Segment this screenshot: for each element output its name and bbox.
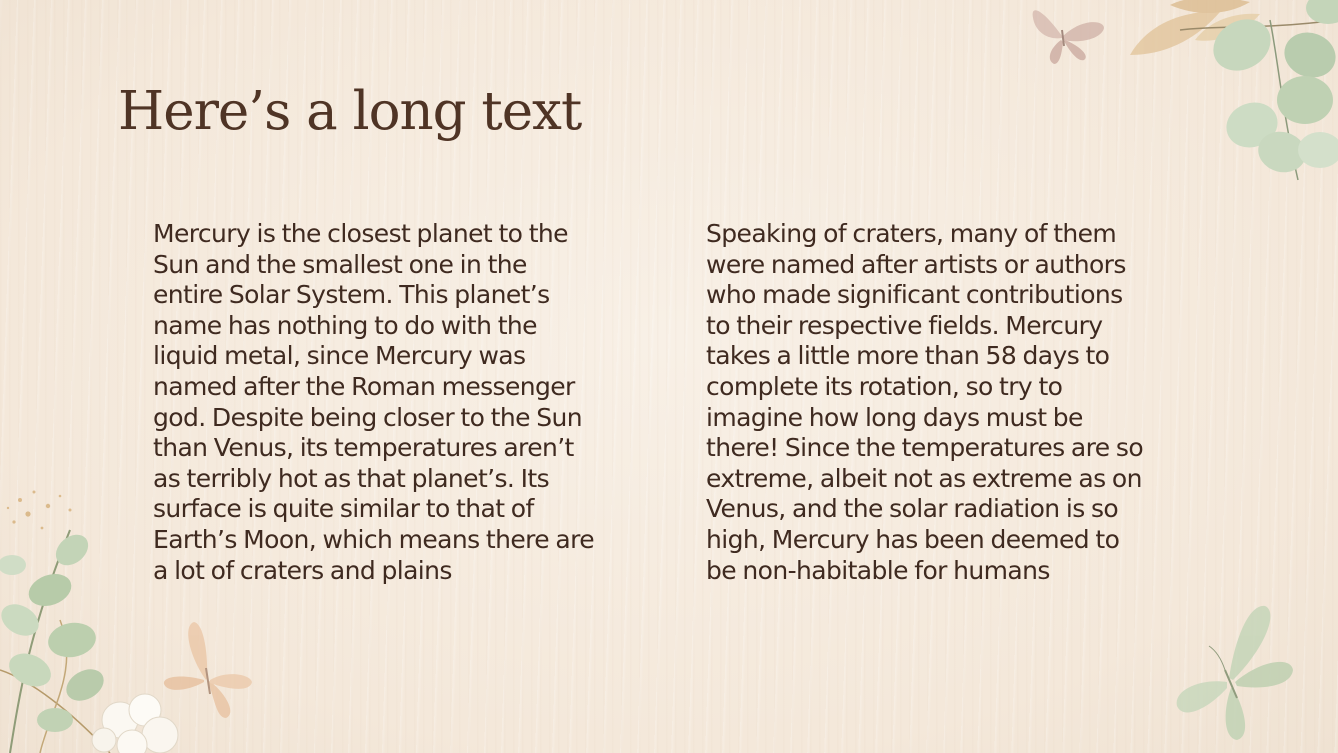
left-text-line: a lot of craters and plains — [153, 555, 452, 585]
peach-butterfly-icon — [160, 618, 260, 728]
left-text-line: surface is quite similar to that of — [153, 494, 534, 524]
right-text-line: imagine how long days must be — [706, 402, 1083, 432]
left-text-line: than Venus, its temperatures aren’t — [153, 433, 574, 463]
left-text-line: as terribly hot as that planet’s. Its — [153, 463, 550, 493]
slide-title: Here’s a long text — [118, 81, 582, 142]
right-text-line: Venus, and the solar radiation is so — [706, 494, 1119, 524]
right-text-line: were named after artists or authors — [706, 249, 1126, 279]
right-text-line: extreme, albeit not as extreme as on — [706, 463, 1142, 493]
left-text-line: name has nothing to do with the — [153, 310, 537, 340]
right-text-line: takes a little more than 58 days to — [706, 341, 1110, 371]
right-text-line: to their respective fields. Mercury — [706, 310, 1103, 340]
gold-speckles-icon — [7, 491, 72, 530]
mauve-butterfly-icon — [1033, 10, 1104, 64]
left-text-column — [153, 219, 653, 586]
right-text-line: Speaking of craters, many of them — [706, 219, 1117, 248]
left-text-line: Earth’s Moon, which means there are — [153, 524, 595, 554]
left-text-line: Sun and the smallest one in the — [153, 249, 527, 279]
left-text-line: liquid metal, since Mercury was — [153, 341, 526, 371]
right-text-line: high, Mercury has been deemed to — [706, 524, 1120, 554]
right-text-line: be non-habitable for humans — [706, 555, 1050, 585]
top-right-leaves-decoration — [1020, 0, 1338, 190]
left-text-line: god. Despite being closer to the Sun — [153, 402, 582, 432]
left-text-line: entire Solar System. This planet’s — [153, 280, 550, 310]
right-text-column — [706, 219, 1226, 586]
right-text-line: complete its rotation, so try to — [706, 371, 1063, 401]
left-text-line: named after the Roman messenger — [153, 371, 575, 401]
right-text-line: who made significant contributions — [706, 280, 1123, 310]
green-butterfly-icon — [1165, 598, 1305, 748]
right-text-line: there! Since the temperatures are so — [706, 433, 1144, 463]
left-text-line: Mercury is the closest planet to the — [153, 219, 568, 248]
